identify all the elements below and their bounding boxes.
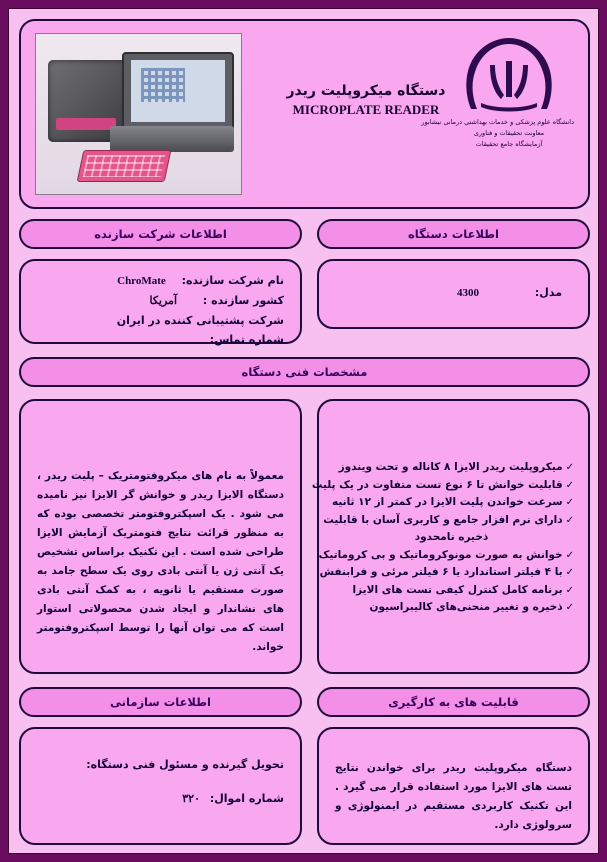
feature-item: ✓سرعت خواندن پلیت الایزا در کمتر از ۱۲ ثانیه	[332, 496, 574, 508]
organization-box	[19, 727, 302, 845]
header-panel	[19, 19, 590, 209]
capabilities-box	[317, 727, 590, 845]
check-icon: ✓	[565, 584, 574, 596]
receiver-label: تحویل گیرنده و مسئول فنی دستگاه:	[86, 758, 284, 771]
specs-features-box	[311, 399, 590, 674]
band-technical-specs: مشخصات فنی دستگاه	[19, 357, 590, 387]
instrument-base-graphic	[110, 126, 234, 152]
manufacturer-name-value: ChroMate	[117, 275, 166, 287]
model-label: مدل:	[534, 286, 562, 299]
check-icon: ✓	[565, 514, 574, 526]
logo-line-1: دانشگاه علوم پزشکی و خدمات بهداشتی درمانی نیشابور	[421, 118, 574, 126]
feature-item: ✓دارای نرم افزار جامع و کاربری آسان با قابلیت	[323, 513, 574, 526]
band-device-info: اطلاعات دستگاه	[317, 219, 590, 249]
device-info-box	[317, 259, 590, 329]
band-organization-info: اطلاعات سازمانی	[19, 687, 302, 717]
check-icon: ✓	[565, 479, 574, 491]
reader-slot-graphic	[56, 118, 116, 130]
check-icon: ✓	[565, 497, 574, 508]
manufacturer-info-box	[19, 259, 302, 344]
contact-number-label: شماره تماس:	[209, 333, 284, 346]
page-title-fa: دستگاه میکروپلیت ریدر	[286, 83, 446, 99]
manufacturer-name-label: نام شرکت سازنده:	[181, 274, 284, 287]
specs-description-box	[19, 399, 302, 674]
feature-item: ✓خوانش به صورت مونوکروماتیک و بی کروماتیک	[318, 548, 574, 561]
check-icon: ✓	[565, 567, 574, 578]
model-value: 4300	[457, 287, 480, 299]
poster-page	[8, 8, 599, 854]
band-manufacturer-info: اطلاعات شرکت سازنده	[19, 219, 302, 249]
feature-item-cont: ذخیره نامحدود	[414, 531, 489, 543]
manufacturer-country-value: آمریکا	[149, 295, 178, 307]
feature-item: ✓قابلیت خوانش تا ۶ نوع تست متفاوت در یک پلیت	[311, 478, 574, 491]
band-capabilities: قابلیت های به کارگیری	[317, 687, 590, 717]
feature-item: ✓برنامه کامل کنترل کیفی تست های الایزا	[352, 583, 574, 596]
feature-list	[311, 459, 574, 617]
check-icon: ✓	[565, 462, 574, 473]
microplate-graphic	[77, 150, 172, 182]
logo-line-3: آزمایشگاه جامع تحقیقات	[475, 140, 543, 148]
plate-grid-graphic	[141, 68, 185, 102]
asset-number-value: ۳۲۰	[182, 793, 200, 805]
manufacturer-country-label: کشور سازنده :	[202, 294, 284, 307]
laptop-graphic	[122, 52, 234, 132]
check-icon: ✓	[565, 602, 574, 613]
asset-number-label: شماره اموال:	[209, 792, 284, 805]
feature-item: ✓ذخیره و تغییر منحنی‌های کالیبراسیون	[369, 601, 574, 613]
feature-item: ✓با ۴ فیلتر استاندارد یا ۶ فیلتر مرئی و فرابنفش	[319, 566, 574, 578]
microplate-wells-graphic	[83, 155, 166, 177]
laptop-screen-graphic	[131, 60, 225, 122]
support-company-label: شرکت پشتیبانی کننده در ایران	[116, 314, 284, 327]
device-photo	[35, 33, 242, 195]
page-title-en: MICROPLATE READER	[292, 102, 440, 117]
specs-description-text: معمولاً به نام های میکروفتومتریک – پلیت ریدر ، دستگاه الایزا ریدر و خوانش گر الایزا نیز نامیده می شود . یک اسپکتروفتومتر تخصصی بوده که به منظور قرائت نتایج فتومتریک آزمایش الایزا طراحی شده است . این تکنیک براساس تشخیص یک آنتی ژن یا آنتی بادی روی یک سطح جامد به صورت مستقیم یا ثانویه ، به کمک آنتی بادی های نشاندار و ایجاد شدن محصولاتی استوار است که می توان آنها را توسط اسپکتروفتومتر خواند.	[37, 470, 284, 653]
capabilities-text: دستگاه میکروپلیت ریدر برای خواندن نتایج تست های الایزا مورد استفاده قرار می گیرد . این تکنیک کاربردی مستقیم در ایمنولوژی و سرولوژی دارد.	[335, 762, 572, 831]
check-icon: ✓	[565, 549, 574, 561]
logo-line-2: معاونت تحقیقات و فناوری	[473, 129, 545, 137]
university-logo-block	[421, 35, 574, 150]
university-logo-icon	[457, 35, 561, 113]
feature-item: ✓میکروپلیت ریدر الایزا ۸ کاناله و تحت ویندوز	[338, 461, 574, 473]
